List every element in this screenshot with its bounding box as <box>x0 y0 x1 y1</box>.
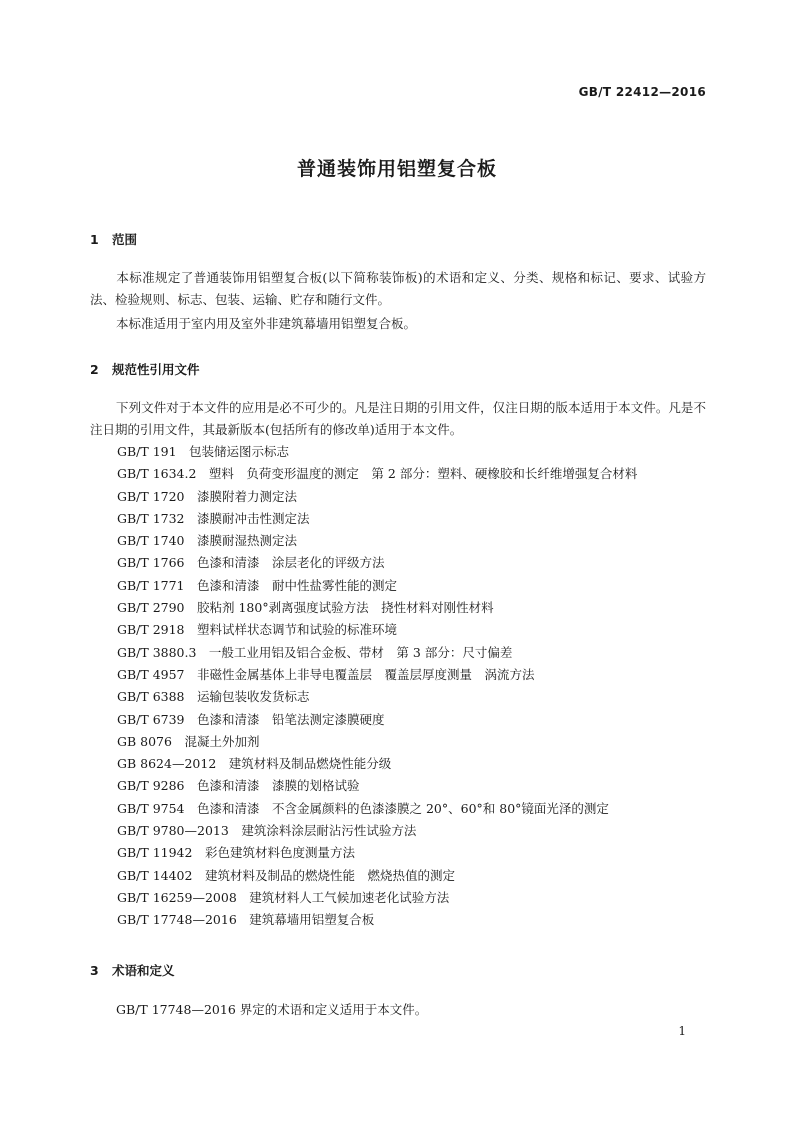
section-1-heading <box>90 230 137 248</box>
section-3-paragraph-1-text: GB/T 17748—2016 界定的术语和定义适用于本文件。 <box>116 1002 428 1017</box>
reference-item: GB/T 1720 漆膜附着力测定法 <box>117 488 298 504</box>
reference-item: GB/T 1740 漆膜耐湿热测定法 <box>117 533 298 549</box>
reference-item: GB/T 16259—2008 建筑材料人工气候加速老化试验方法 <box>117 889 450 905</box>
reference-item: GB/T 9780—2013 建筑涂料涂层耐沾污性试验方法 <box>117 823 417 839</box>
document-title: 普通装饰用铝塑复合板 <box>296 158 497 180</box>
section-3-paragraph-1 <box>90 999 706 1021</box>
reference-item: GB/T 9754 色漆和清漆 不含金属颜料的色漆漆膜之 20°、60°和 80°镜面光泽的测定 <box>117 800 609 816</box>
reference-item: GB/T 2918 塑料试样状态调节和试验的标准环境 <box>117 622 398 638</box>
reference-item: GB 8076 混凝土外加剂 <box>117 733 260 749</box>
reference-item: GB/T 9286 色漆和清漆 漆膜的划格试验 <box>117 778 360 794</box>
section-3-title: 术语和定义 <box>112 963 175 978</box>
reference-item: GB/T 2790 胶粘剂 180°剥离强度试验方法 挠性材料对刚性材料 <box>117 600 494 616</box>
reference-item: GB/T 17748—2016 建筑幕墙用铝塑复合板 <box>117 912 375 928</box>
reference-item: GB/T 1771 色漆和清漆 耐中性盐雾性能的测定 <box>117 577 398 593</box>
section-3-heading <box>90 961 175 979</box>
reference-item: GB/T 191 包装储运图示标志 <box>117 444 290 459</box>
page-number: 1 <box>678 1024 686 1038</box>
section-2-title: 规范性引用文件 <box>112 362 200 377</box>
reference-item: GB/T 6388 运输包装收发货标志 <box>117 689 310 705</box>
section-1-paragraph-1-text: 本标准规定了普通装饰用铝塑复合板(以下简称装饰板)的术语和定义、分类、规格和标记、要求、试验方法、检验规则、标志、包装、运输、贮存和随行文件。 <box>90 270 706 307</box>
section-2-paragraph-1-text: 下列文件对于本文件的应用是必不可少的。凡是注日期的引用文件，仅注日期的版本适用于本文件。凡是不注日期的引用文件，其最新版本(包括所有的修改单)适用于本文件。 <box>90 400 706 437</box>
standard-number: GB/T 22412—2016 <box>578 85 706 99</box>
reference-item: GB/T 1634.2 塑料 负荷变形温度的测定 第 2 部分：塑料、硬橡胶和长纤维增强复合材料 <box>117 466 638 482</box>
reference-item: GB/T 1732 漆膜耐冲击性测定法 <box>117 510 310 526</box>
section-1-paragraph-2-text: 本标准适用于室内用及室外非建筑幕墙用铝塑复合板。 <box>116 316 417 331</box>
reference-item: GB/T 6739 色漆和清漆 铅笔法测定漆膜硬度 <box>117 711 385 727</box>
normative-references-list <box>117 441 637 932</box>
reference-item: GB/T 11942 彩色建筑材料色度测量方法 <box>117 845 355 861</box>
reference-item: GB/T 1766 色漆和清漆 涂层老化的评级方法 <box>117 555 385 571</box>
section-1-number: 1 <box>90 232 99 247</box>
section-1-paragraph-2 <box>90 313 706 335</box>
section-2-heading <box>90 360 200 378</box>
reference-item: GB/T 4957 非磁性金属基体上非导电覆盖层 覆盖层厚度测量 涡流方法 <box>117 666 535 682</box>
section-1-paragraph-1 <box>90 267 706 311</box>
reference-item: GB/T 3880.3 一般工业用铝及铝合金板、带材 第 3 部分：尺寸偏差 <box>117 644 513 660</box>
reference-item: GB 8624—2012 建筑材料及制品燃烧性能分级 <box>117 756 392 772</box>
section-2-number: 2 <box>90 362 99 377</box>
section-2-paragraph-1 <box>90 397 706 441</box>
section-3-number: 3 <box>90 963 99 978</box>
section-1-title: 范围 <box>112 232 138 247</box>
reference-item: GB/T 14402 建筑材料及制品的燃烧性能 燃烧热值的测定 <box>117 867 455 883</box>
